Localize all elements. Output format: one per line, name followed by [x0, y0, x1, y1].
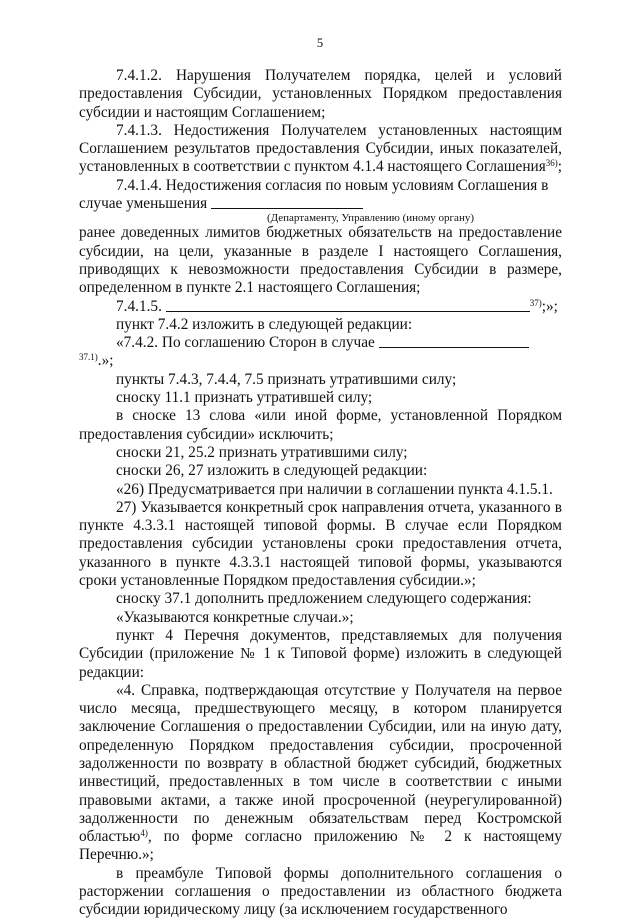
amendment-line: в преамбуле Типовой формы дополнительного соглашения о расторжении соглашения о предоставлении из областного бюджета субсидии юридическому лицу (за исключением государственного: [79, 864, 562, 919]
blank-caption: (Департаменту, Управлению (иному органу): [266, 212, 474, 225]
clause-text: 7.4.1.4. Недостижения согласия по новым условиям Соглашения в случае уменьшения: [79, 176, 549, 213]
document-body: [79, 67, 562, 920]
amendment-line: пункты 7.4.3, 7.4.4, 7.5 признать утратившими силу;: [116, 370, 457, 388]
document-list-item-4: [79, 682, 562, 865]
clause-7-4-1-4-continued: ранее доведенных лимитов бюджетных обязательств на предоставление субсидии, на цели, указанные в разделе I настоящего Соглашения, приводящих к невозможности предоставления Субсидии в размере, определенном в пункте 2.1 настоящего Соглашения;: [79, 224, 562, 297]
clause-end: ;: [557, 158, 563, 176]
amendment-line: сноску 37.1 дополнить предложением следующего содержания:: [116, 590, 532, 608]
amendment-line: пункт 7.4.2 изложить в следующей редакции:: [116, 315, 413, 333]
fill-in-blank: [379, 335, 529, 348]
footnote-ref: 36): [545, 158, 558, 169]
clause-end: .»;: [97, 352, 114, 370]
clause-text: «4. Справка, подтверждающая отсутствие у Получателя на первое число месяца, предшествующего месяцу, в котором планируется заключение Соглашения о предоставлении Субсидии, или на иную дату, определенную Порядком предоставления субсидии, просроченной задолженности по возврату в областной бюджет субсидий, бюджетных инвестиций, предоставленных в том числе в соответствии с иными правовыми актами, а также иной просроченной (неурегулированной) задолженности по денежным обязательствам перед Костромской областью: [79, 681, 562, 846]
footnote-ref: 37): [529, 297, 542, 308]
footnote-27: 27) Указывается конкретный срок направления отчета, указанного в пункте 4.3.3.1 настоящей типовой формы. В случае если Порядком предоставления субсидии установлены сроки предоставления отчета, указанного в пункте 4.3.3.1 настоящей типовой формы, указываются сроки установленные Порядком предоставления субсидии.»;: [79, 498, 562, 590]
footnote-37-1-addition: «Указываются конкретные случаи.»;: [116, 608, 354, 626]
page-number: 5: [316, 36, 324, 50]
clause-7-4-2: [79, 334, 562, 371]
clause-7-4-1-5: [79, 298, 562, 316]
clause-text: 7.4.1.3. Недостижения Получателем установленных настоящим Соглашением результатов предоставления Субсидии, иных показателей, установленных в соответствии с пунктом 4.1.4 настоящего Соглашения: [79, 121, 562, 176]
amendment-line: сноски 26, 27 изложить в следующей редакции:: [116, 462, 428, 480]
clause-7-4-1-4: [79, 177, 562, 214]
amendment-line: в сноске 13 слова «или иной форме, установленной Порядком предоставления субсидии» исключить;: [79, 407, 562, 443]
clause-7-4-1-2: 7.4.1.2. Нарушения Получателем порядка, целей и условий предоставления Субсидии, установленных Порядком предоставления субсидии и настоящим Соглашением;: [79, 67, 562, 121]
clause-text: «7.4.2. По соглашению Сторон в случае: [116, 334, 375, 352]
amendment-line: пункт 4 Перечня документов, представляемых для получения Субсидии (приложение № 1 к Типовой форме) изложить в следующей редакции:: [79, 626, 562, 681]
fill-in-blank: [211, 196, 363, 209]
clause-text: 7.4.1.5.: [116, 297, 162, 315]
footnote-ref: 37.1): [79, 352, 98, 363]
fill-in-blank: [166, 299, 530, 312]
footnote-26: «26) Предусматривается при наличии в соглашении пункта 4.1.5.1.: [116, 480, 553, 498]
amendment-line: сноску 11.1 признать утратившей силу;: [116, 389, 373, 407]
footnote-ref: 4): [140, 828, 148, 839]
amendment-line: сноски 21, 25.2 признать утратившими силу;: [116, 443, 408, 461]
clause-end: ;»;: [541, 297, 558, 315]
clause-7-4-1-3: [79, 122, 562, 177]
clause-end: , по форме согласно приложению № 2 к настоящему Перечню.»;: [79, 828, 562, 864]
